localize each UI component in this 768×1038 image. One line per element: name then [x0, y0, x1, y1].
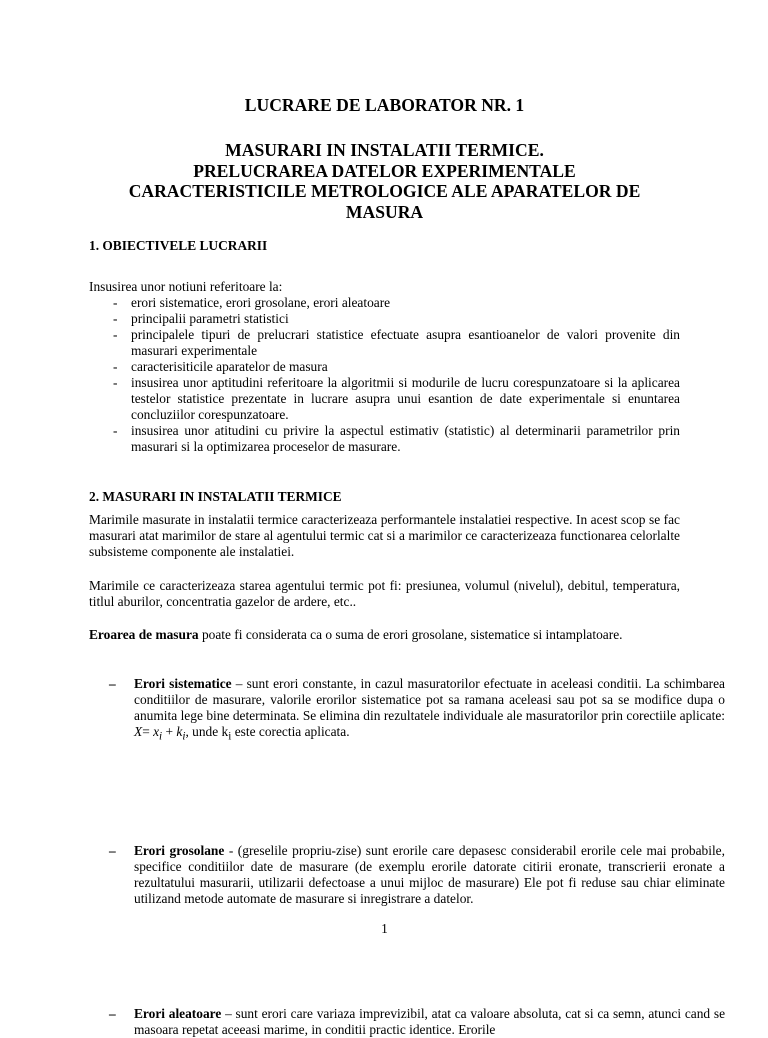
- gross-errors-item: [89, 843, 725, 907]
- systematic-errors-item: [89, 676, 725, 745]
- formula-equals: =: [142, 724, 154, 739]
- main-title-line-3: CARACTERISTICILE METROLOGICE ALE APARATELOR DE MASURA: [128, 181, 641, 222]
- formula-after: , unde k: [185, 724, 229, 739]
- list-item: - caracterisiticile aparatelor de masura: [89, 359, 680, 375]
- section-2-paragraph-3: [89, 627, 680, 643]
- lab-title: LUCRARE DE LABORATOR NR. 1: [244, 95, 525, 115]
- main-title-line-2: PRELUCRAREA DATELOR EXPERIMENTALE: [193, 160, 576, 181]
- formula-k: k: [176, 724, 183, 739]
- gross-errors-term: Erori grosolane: [134, 842, 225, 858]
- formula-plus: +: [162, 724, 177, 739]
- formula-subscript: i: [159, 730, 163, 743]
- section-2-paragraph-2: Marimile ce caracterizeaza starea agentului termic pot fi: presiunea, volumul (nivelul), debitul, temperatura, titlul aburilor, concentratia gazelor de ardere, etc..: [89, 578, 680, 609]
- random-errors-item: [89, 1006, 725, 1038]
- random-errors-term: Erori aleatoare: [134, 1005, 222, 1021]
- list-item: - principalele tipuri de prelucrari statistice efectuate asupra esantioanelor de valori provenite din masurari experimentale: [89, 327, 680, 359]
- bullet-dash: –: [109, 676, 116, 691]
- section-2-heading: 2. MASURARI IN INSTALATII TERMICE: [89, 489, 342, 504]
- formula-X: X: [134, 724, 143, 739]
- formula-subscript: i: [228, 730, 232, 743]
- list-item: - principalii parametri statistici: [89, 311, 680, 327]
- formula-subscript: i: [182, 730, 186, 743]
- systematic-errors-term: Erori sistematice: [134, 676, 232, 691]
- list-item: - insusirea unor atitudini cu privire la aspectul estimativ (statistic) al determinarii parametrilor prin masurari si la optimizarea proceselor de masurare.: [89, 423, 680, 455]
- systematic-errors-text: – sunt erori constante, in cazul masuratorilor efectuate in aceleasi conditii. La schimbarea conditiilor de masurare, valorile erorilor sistematice pot sa ramana aceleasi sau pot sa se modifice dupa o anumita lege bine determinata. Se elimina din rezultatele individuale ale masuratorilor prin corectiile aplicate:: [134, 676, 725, 723]
- bullet-dash: –: [109, 1005, 116, 1021]
- section-1-body: [89, 279, 680, 455]
- section-1-heading: 1. OBIECTIVELE LUCRARII: [89, 238, 268, 253]
- systematic-errors-tail: este corectia aplicata.: [231, 724, 350, 739]
- page-content: [89, 0, 726, 1037]
- random-errors-text: – sunt erori care variaza imprevizibil, atat ca valoare absoluta, cat si ca semn, atunci cand se masoara repetat aceeasi marime, in conditii practic identice. Erorile: [134, 1005, 726, 1037]
- list-item: - erori sistematice, erori grosolane, erori aleatoare: [89, 295, 680, 311]
- measurement-error-term: Eroarea de masura: [89, 627, 199, 642]
- main-title-line-1: MASURARI IN INSTALATII TERMICE.: [225, 140, 544, 160]
- objectives-list: [89, 295, 680, 455]
- measurement-error-text: poate fi considerata ca o suma de erori grosolane, sistematice si intamplatoare.: [198, 627, 623, 642]
- section-2-paragraph-1: Marimile masurate in instalatii termice caracterizeaza performantele instalatiei respective. In acest scop se fac masurari atat marimilor de stare al agentului termic cat si a marimilor ce caracterizeaza functionarea celorlalte subsisteme componente ale instalatiei.: [89, 512, 680, 559]
- page-number: 1: [381, 921, 388, 936]
- list-item: - insusirea unor aptitudini referitoare la algoritmii si modurile de lucru corespunzatoare si la aplicarea testelor statistice prezentate in lucrare asupra unui esantion de date experimentale si enuntarea concluziilor corespunzatoare.: [89, 375, 680, 423]
- formula-x: x: [153, 724, 160, 739]
- section-1-intro: Insusirea unor notiuni referitoare la:: [89, 279, 283, 294]
- bullet-dash: –: [109, 842, 116, 858]
- gross-errors-text: - (greselile propriu-zise) sunt erorile care depasesc considerabil erorile cele mai probabile, specifice conditiilor date de masurare (de exemplu erorile datorate citirii eronate, transcrierii eronate a rezultatului masurarii, utilizarii defectoase a unui mijloc de masurare) Ele pot fi reduse sau chiar eliminate utilizand metode automate de masurare si inregistrare a datelor.: [134, 842, 725, 906]
- main-title: [89, 140, 680, 222]
